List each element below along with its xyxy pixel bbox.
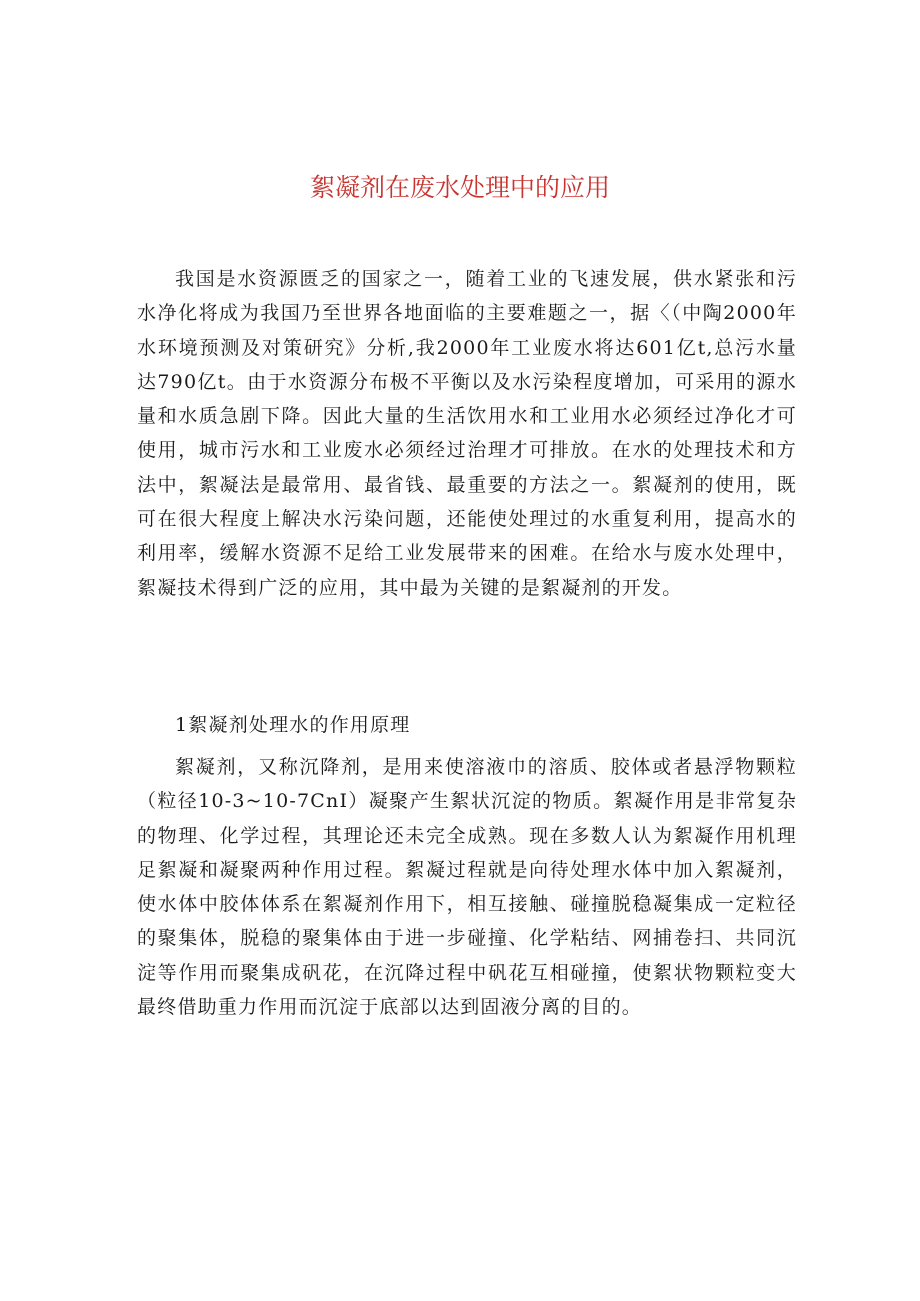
document-title: 絮凝剂在废水处理中的应用 [309,173,610,202]
intro-paragraph: 我国是水资源匮乏的国家之一，随着工业的飞速发展，供水紧张和污水净化将成为我国乃至世界各地面临的主要难题之一，据〈（中陶2000年水环境预测及对策研究》分析,我2000年工业废水将达601亿t,总污水量达790亿t。由于水资源分布极不平衡以及水污染程度增加，可采用的源水量和水质急剧下降。因此大量的生活饮用水和工业用水必须经过净化才可使用，城市污水和工业废水必须经过治理才可排放。在水的处理技术和方法中，絮凝法是最常用、最省钱、最重要的方法之一。絮凝剂的使用，既可在很大程度上解决水污染问题，还能使处理过的水重复利用，提高水的利用率，缓解水资源不足给工业发展带来的困难。在给水与废水处理中，絮凝技术得到广泛的应用，其中最为关键的是絮凝剂的开发。 [137,268,797,599]
section-heading: 1絮凝剂处理水的作用原理 [175,714,411,736]
section-paragraph: 絮凝剂，又称沉降剂，是用来使溶液巾的溶质、胶体或者悬浮物颗粒（粒径10-3~10-7CnI）凝聚产生絮状沉淀的物质。絮凝作用是非常复杂的物理、化学过程，其理论还未完全成熟。现在多数人认为絮凝作用机理足絮凝和凝聚两种作用过程。絮凝过程就是向待处理水体中加入絮凝剂，使水体中胶体体系在絮凝剂作用下，相互接触、碰撞脱稳凝集成一定粒径的聚集体，脱稳的聚集体由于进一步碰撞、化学粘结、网捕卷扫、共同沉淀等作用而聚集成矾花，在沉降过程中矾花互相碰撞，使絮状物颗粒变大最终借助重力作用而沉淀于底部以达到固液分离的目的。 [137,756,797,1019]
